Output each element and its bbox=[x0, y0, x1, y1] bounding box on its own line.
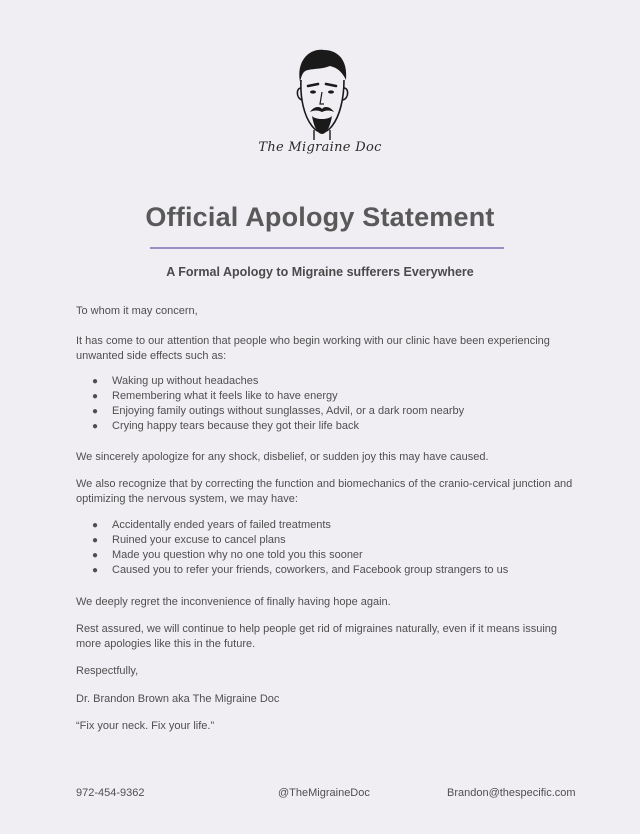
regret-paragraph: We deeply regret the inconvenience of finally having hope again. bbox=[76, 596, 391, 608]
list-item: ● Caused you to refer your friends, coworkers, and Facebook group strangers to us bbox=[92, 564, 509, 576]
tagline-quote: “Fix your neck. Fix your life.” bbox=[76, 720, 215, 732]
list-item: ● Remembering what it feels like to have energy bbox=[92, 390, 338, 402]
footer-email[interactable]: Brandon@thespecific.com bbox=[447, 787, 576, 799]
side-effects-list bbox=[76, 374, 576, 434]
bullet-icon: ● bbox=[92, 391, 99, 402]
consequences-list bbox=[76, 518, 576, 578]
list-item: ● Enjoying family outings without sunglasses, Advil, or a dark room nearby bbox=[92, 405, 465, 417]
bullet-icon: ● bbox=[92, 550, 99, 561]
bullet-icon: ● bbox=[92, 535, 99, 546]
list-item: ● Crying happy tears because they got their life back bbox=[92, 420, 360, 432]
logo-wordmark: The Migraine Doc bbox=[258, 140, 382, 155]
closing-salutation: Respectfully, bbox=[76, 665, 139, 677]
page-subtitle: A Formal Apology to Migraine sufferers Everywhere bbox=[166, 265, 474, 279]
page-title: Official Apology Statement bbox=[145, 202, 495, 232]
apology-paragraph: We sincerely apologize for any shock, disbelief, or sudden joy this may have caused. bbox=[76, 451, 489, 463]
bullet-icon: ● bbox=[92, 421, 99, 432]
bullet-icon: ● bbox=[92, 406, 99, 417]
recognize-paragraph: We also recognize that by correcting the function and biomechanics of the cranio-cervical junction and optimizing the nervous system, we may have: bbox=[76, 478, 573, 505]
footer-phone[interactable]: 972-454-9362 bbox=[76, 787, 145, 799]
bullet-icon: ● bbox=[92, 565, 99, 576]
title-underline bbox=[150, 247, 504, 249]
list-item: ● Waking up without headaches bbox=[92, 375, 259, 387]
list-item: ● Ruined your excuse to cancel plans bbox=[92, 534, 286, 546]
intro-paragraph: It has come to our attention that people who begin working with our clinic have been experiencing unwanted side effects such as: bbox=[76, 335, 550, 362]
footer-social-handle[interactable]: @TheMigraineDoc bbox=[278, 787, 370, 799]
bullet-icon: ● bbox=[92, 376, 99, 387]
rest-assured-paragraph: Rest assured, we will continue to help people get rid of migraines naturally, even if it means issuing more apologies like this in the future. bbox=[76, 623, 557, 650]
signature-line: Dr. Brandon Brown aka The Migraine Doc bbox=[76, 693, 280, 705]
bullet-icon: ● bbox=[92, 520, 99, 531]
greeting-paragraph: To whom it may concern, bbox=[76, 305, 198, 317]
list-item: ● Made you question why no one told you this sooner bbox=[92, 549, 363, 561]
list-item: ● Accidentally ended years of failed treatments bbox=[92, 519, 331, 531]
bearded-man-icon bbox=[290, 46, 354, 142]
